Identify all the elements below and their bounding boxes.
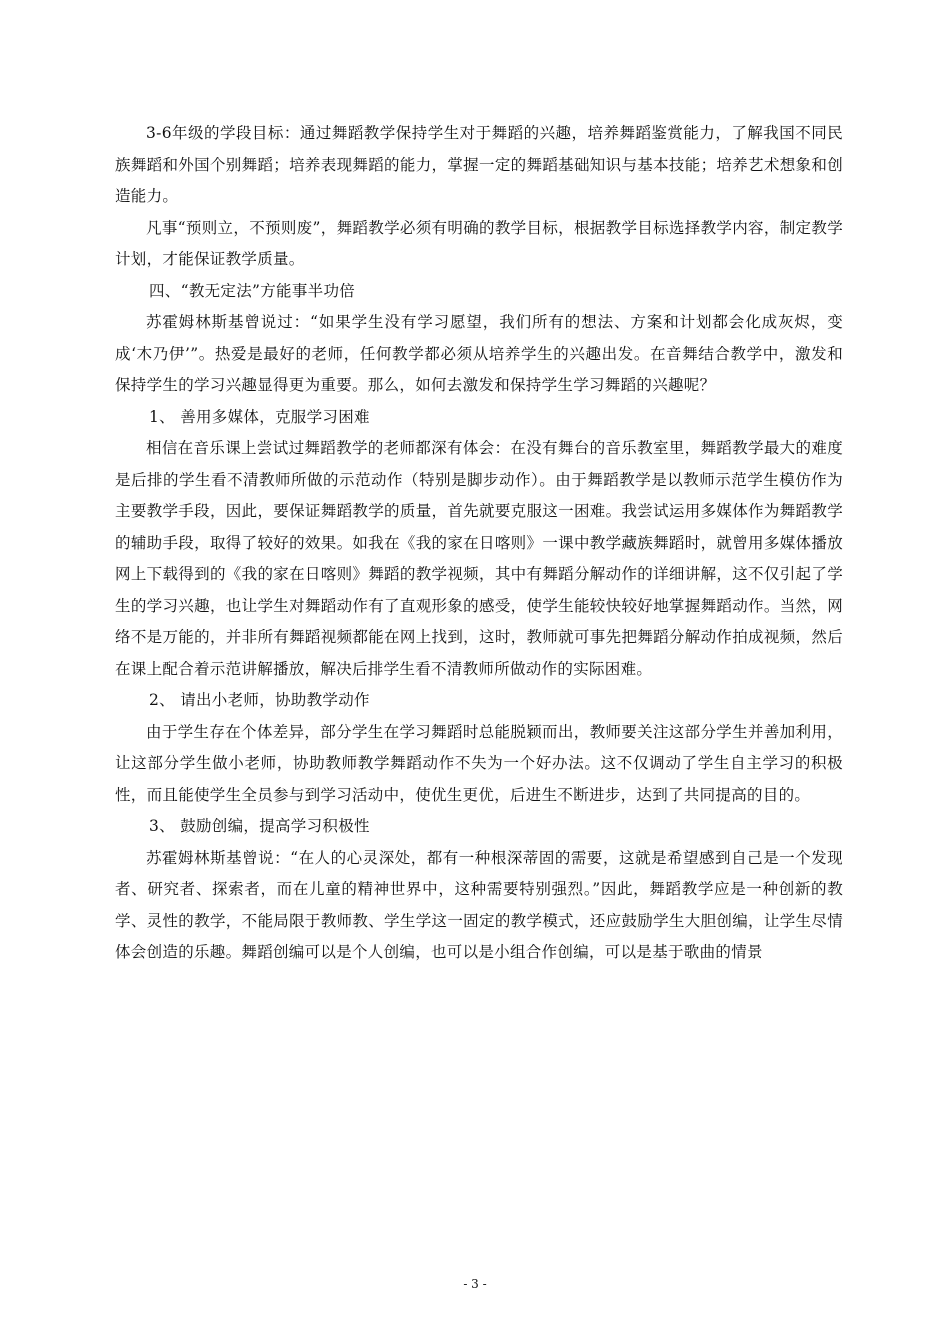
paragraph-multimedia: 相信在音乐课上尝试过舞蹈教学的老师都深有体会：在没有舞台的音乐教室里，舞蹈教学最大的难度是后排的学生看不清教师所做的示范动作（特别是脚步动作）。由于舞蹈教学是以教师示范学生模仿作为主要教学手段，因此，要保证舞蹈教学的质量，首先就要克服这一困难。我尝试运用多媒体作为舞蹈教学的辅助手段，取得了较好的效果。如我在《我的家在日喀则》一课中教学藏族舞蹈时，就曾用多媒体播放网上下载得到的《我的家在日喀则》舞蹈的教学视频，其中有舞蹈分解动作的详细讲解，这不仅引起了学生的学习兴趣，也让学生对舞蹈动作有了直观形象的感受，使学生能较快较好地掌握舞蹈动作。当然，网络不是万能的，并非所有舞蹈视频都能在网上找到，这时，教师就可事先把舞蹈分解动作拍成视频，然后在课上配合着示范讲解播放，解决后排学生看不清教师所做动作的实际困难。 <box>115 439 843 678</box>
paragraph-creation: 苏霍姆林斯基曾说：“在人的心灵深处，都有一种根深蒂固的需要，这就是希望感到自己是一个发现者、研究者、探索者，而在儿童的精神世界中，这种需要特别强烈。”因此，舞蹈教学应是一种创新的教学、灵性的教学，不能局限于教师教、学生学这一固定的教学模式，还应鼓励学生大胆创编，让学生尽情体会创造的乐趣。舞蹈创编可以是个人创编，也可以是小组合作创编，可以是基于歌曲的情景 <box>115 848 843 961</box>
paragraph-little-teacher: 由于学生存在个体差异，部分学生在学习舞蹈时总能脱颖而出，教师要关注这部分学生并善加利用，让这部分学生做小老师，协助教师教学舞蹈动作不失为一个好办法。这不仅调动了学生自主学习的积极性，而且能使学生全员参与到学习活动中，使优生更优，后进生不断进步，达到了共同提高的目的。 <box>115 722 843 804</box>
section-heading-four: 四、“教无定法”方能事半功倍 <box>149 281 356 300</box>
paragraph-planning: 凡事“预则立，不预则废”，舞蹈教学必须有明确的教学目标，根据教学目标选择教学内容，制定教学计划，才能保证教学质量。 <box>115 218 843 268</box>
page-number: - 3 - <box>463 1277 487 1291</box>
document-body <box>115 118 843 969</box>
subheading-creation: 3、 鼓励创编，提高学习积极性 <box>149 817 370 835</box>
subheading-little-teacher: 2、 请出小老师，协助教学动作 <box>149 691 370 709</box>
paragraph-interest: 苏霍姆林斯基曾说过：“如果学生没有学习愿望，我们所有的想法、方案和计划都会化成灰烬，变成‘木乃伊’”。热爱是最好的老师，任何教学都必须从培养学生的兴趣出发。在音舞结合教学中，激发和保持学生的学习兴趣显得更为重要。那么，如何去激发和保持学生学习舞蹈的兴趣呢？ <box>115 313 843 394</box>
paragraph-grade-goals: 3-6年级的学段目标：通过舞蹈教学保持学生对于舞蹈的兴趣，培养舞蹈鉴赏能力，了解我国不同民族舞蹈和外国个别舞蹈；培养表现舞蹈的能力，掌握一定的舞蹈基础知识与基本技能；培养艺术想象和创造能力。 <box>115 124 843 205</box>
subheading-multimedia: 1、 善用多媒体，克服学习困难 <box>149 407 370 426</box>
